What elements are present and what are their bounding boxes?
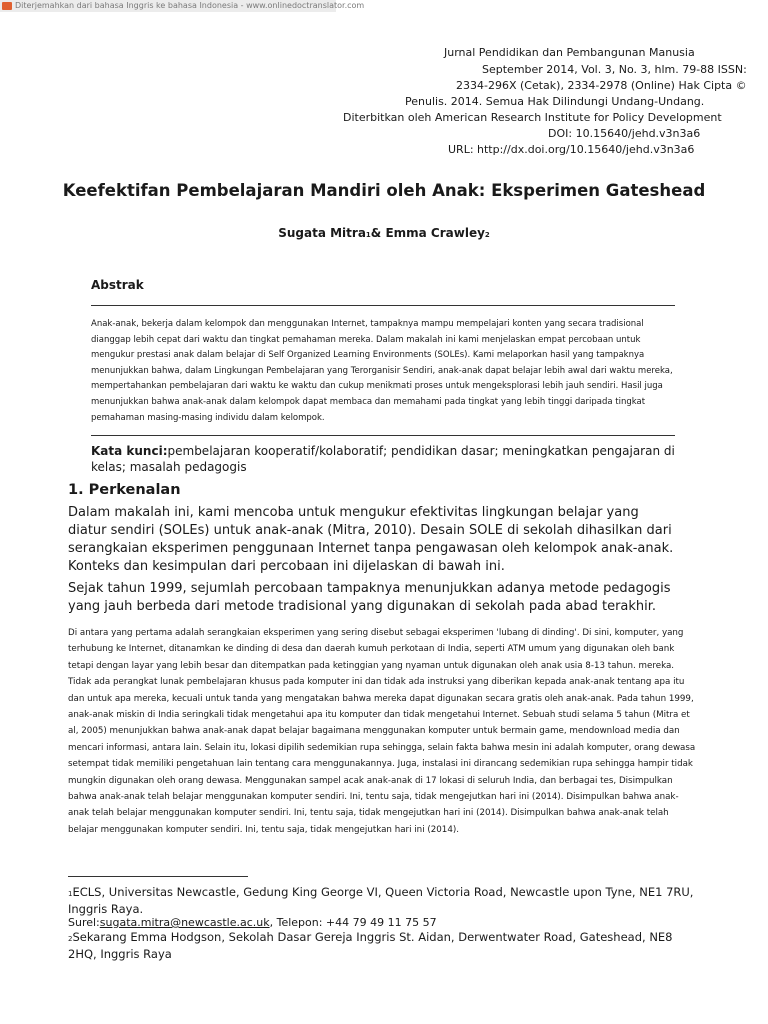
intro-paragraph-1: Dalam makalah ini, kami mencoba untuk mengukur efektivitas lingkungan belajar yang diatur sendiri (SOLEs) untuk anak-anak (Mitra, 2010). Desain SOLE di sekolah dihasilkan dari serangkaian eksperimen penggunaan Internet tanpa pengawasan oleh kelompok anak-anak. Konteks dan kesimpulan dari percobaan ini dijelaskan di bawah ini. xyxy=(68,505,674,574)
keywords-text: pembelajaran kooperatif/kolaboratif; pendidikan dasar; meningkatkan pengajaran di kelas; masalah pedagogis xyxy=(91,444,675,474)
banner-text: Diterjemahkan dari bahasa Inggris ke bahasa Indonesia - www.onlinedoctranslator.com xyxy=(15,1,365,10)
intro-paragraph-3: Di antara yang pertama adalah serangkaian eksperimen yang sering disebut sebagai eksperimen 'lubang di dinding'. Di sini, komputer, yang terhubung ke Internet, ditanamkan ke dinding di desa dan daerah kumuh perkotaan di India, seperti ATM umum yang digunakan oleh bank tetapi dengan layar yang lebih besar dan ditempatkan pada ketinggian yang nyaman untuk digunakan oleh anak usia 8-13 tahun. mereka. Tidak ada perangkat lunak pembelajaran khusus pada komputer ini dan tidak ada instruksi yang diberikan kepada anak-anak tentang apa itu dan untuk apa mereka, kecuali untuk tanda yang mengatakan bahwa mereka dapat digunakan secara gratis oleh anak-anak. Pada tahun 1999, anak-anak miskin di India seringkali tidak mengetahui apa itu komputer dan tidak mengetahui Internet. Sebuah studi selama 5 tahun (Mitra et al, 2005) menunjukkan bahwa anak-anak dapat belajar bagaimana menggunakan komputer untuk bermain game, mendownload media dan mencari informasi, antara lain. Selain itu, lokasi dipilih sedemikian rupa sehingga, selain fakta bahwa mesin ini adalah komputer, orang dewasa setempat tidak memiliki pengetahuan lain tentang cara menggunakannya. Juga, instalasi ini dirancang sedemikian rupa sehingga hampir tidak mungkin digunakan oleh orang dewasa. Menggunakan sampel acak anak-anak di 17 lokasi di seluruh India, dan berbagai tes, Disimpulkan bahwa anak-anak telah belajar menggunakan komputer sendiri. Ini, tentu saja, tidak mengejutkan hari ini (2014). Disimpulkan bahwa anak-anak telah belajar menggunakan komputer sendiri. Ini, tentu saja, tidak mengejutkan hari ini (2014). Disimpulkan bahwa anak-anak telah belajar menggunakan komputer sendiri. Ini, tentu saja, tidak mengejutkan hari ini (2014). xyxy=(68,628,696,835)
footnote-rule xyxy=(68,876,248,877)
footnote-1-text: ECLS, Universitas Newcastle, Gedung King George VI, Queen Victoria Road, Newcastle upon Tyne, NE1 7RU, Inggris Raya. xyxy=(68,885,694,916)
abstract-top-rule xyxy=(91,305,675,306)
translator-banner[interactable] xyxy=(0,0,365,12)
abstract-body: Anak-anak, bekerja dalam kelompok dan menggunakan Internet, tampaknya mampu mempelajari konten yang secara tradisional dianggap lebih cepat dari waktu dan tingkat pemahaman mereka. Dalam makalah ini kami menjelaskan empat percobaan untuk mengukur prestasi anak dalam belajar di Self Organized Learning Environments (SOLEs). Kami melaporkan hasil yang tampaknya menunjukkan bahwa, dalam Lingkungan Pembelajaran yang Terorganisir Sendiri, anak-anak dapat belajar lebih awal dari waktu mereka, mempertahankan pembelajaran dari waktu ke waktu dan cukup menikmati proses untuk mengeksplorasi lebih jauh sendiri. Hasil juga menunjukkan bahwa anak-anak dalam kelompok dapat membaca dan memahami pada tingkat yang lebih tinggi daripada tingkat pemahaman masing-masing individu dalam kelompok. xyxy=(91,319,673,423)
email-link[interactable]: sugata.mitra@newcastle.ac.uk xyxy=(99,916,270,929)
keywords xyxy=(91,443,675,475)
translate-icon xyxy=(2,2,12,10)
phone-text: , Telepon: +44 79 49 11 75 57 xyxy=(269,916,437,929)
footnote-2-text: Sekarang Emma Hodgson, Sekolah Dasar Gereja Inggris St. Aidan, Derwentwater Road, Gateshead, NE8 2HQ, Inggris Raya xyxy=(68,930,673,961)
journal-doi: DOI: 10.15640/jehd.v3n3a6 xyxy=(548,127,701,140)
section-heading: 1. Perkenalan xyxy=(68,482,181,498)
abstract-bottom-rule xyxy=(91,435,675,436)
journal-issn: 2334-296X (Cetak), 2334-2978 (Online) Hak Cipta © xyxy=(456,79,747,92)
author-1-mark: 1 xyxy=(365,231,371,239)
paper-title: Keefektifan Pembelajaran Mandiri oleh Anak: Eksperimen Gateshead xyxy=(62,181,706,200)
footnote-contact xyxy=(68,915,698,930)
authors xyxy=(0,226,768,240)
footnote-2 xyxy=(68,930,698,962)
journal-url[interactable]: URL: http://dx.doi.org/10.15640/jehd.v3n3a6 xyxy=(448,143,695,156)
footnote-2-mark: 2 xyxy=(68,935,73,943)
journal-publisher: Diterbitkan oleh American Research Institute for Policy Development xyxy=(343,111,722,124)
journal-name: Jurnal Pendidikan dan Pembangunan Manusia xyxy=(444,46,695,59)
intro-paragraph-2: Sejak tahun 1999, sejumlah percobaan tampaknya menunjukkan adanya metode pedagogis yang jauh berbeda dari metode tradisional yang digunakan di sekolah pada abad terakhir. xyxy=(68,581,671,614)
author-1: Sugata Mitra xyxy=(278,226,366,240)
footnote-1 xyxy=(68,885,698,917)
author-2-mark: 2 xyxy=(484,231,490,239)
journal-rights: Penulis. 2014. Semua Hak Dilindungi Undang-Undang. xyxy=(405,95,705,108)
email-label: Surel: xyxy=(68,916,100,929)
footnote-1-mark: 1 xyxy=(68,890,73,898)
author-2: & Emma Crawley xyxy=(370,226,485,240)
journal-issue: September 2014, Vol. 3, No. 3, hlm. 79-88 ISSN: xyxy=(482,63,747,76)
abstract-heading: Abstrak xyxy=(91,278,144,292)
keywords-label: Kata kunci: xyxy=(91,444,168,458)
